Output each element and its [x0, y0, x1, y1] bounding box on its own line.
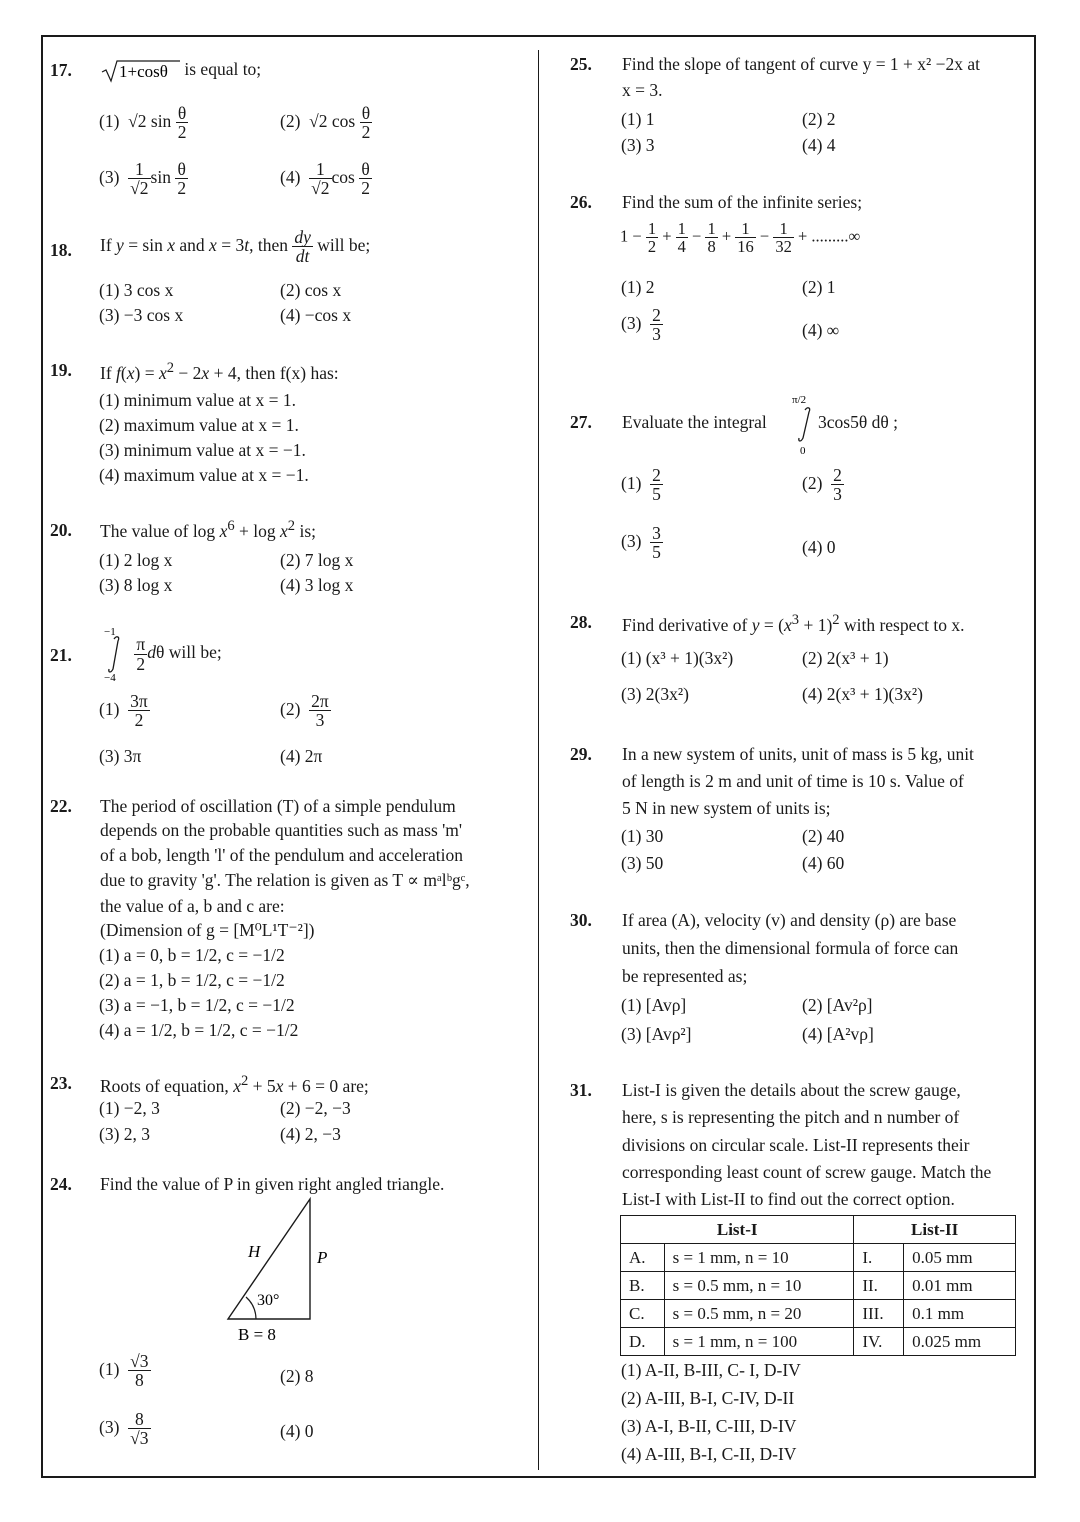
label-B: B = 8 — [238, 1325, 276, 1344]
question-number: 27. — [570, 412, 592, 432]
option-1: (1) (x³ + 1)(3x²) — [621, 648, 734, 668]
option-4: (4) 4 — [802, 135, 836, 155]
table-header-list-1: List-I — [621, 1216, 854, 1244]
table-header-list-2: List-II — [854, 1216, 1016, 1244]
column-divider — [538, 50, 539, 1470]
stem-line: corresponding least count of screw gauge. Match the — [622, 1162, 992, 1182]
stem-line: List-I is given the details about the screw gauge, — [622, 1080, 961, 1100]
stem-line: units, then the dimensional formula of force can — [622, 938, 959, 958]
question-number: 30. — [570, 910, 592, 930]
question-number: 23. — [50, 1073, 72, 1093]
option-1: (1) 3 cos x — [99, 280, 174, 300]
question-number: 24. — [50, 1174, 72, 1194]
svg-text:π/2: π/2 — [792, 394, 807, 406]
right-triangle-figure — [220, 1195, 340, 1345]
table-row: C. s = 0.5 mm, n = 20 III. 0.1 mm — [621, 1300, 1016, 1328]
question-stem: Roots of equation, $x^2 + 5x + 6 = 0$ are; — [100, 1073, 369, 1096]
option-3: (3) 3 — [621, 135, 655, 155]
option-1: (1) √2 sin $\frac{\theta}{2}$ — [99, 103, 187, 143]
match-table — [620, 1215, 1016, 1356]
option-2: (2) cos x — [280, 280, 342, 300]
svg-text:−1: −1 — [104, 626, 116, 638]
option-1: (1) 1 — [621, 109, 655, 129]
option-3: (3) $\frac{3}{5}$ — [621, 523, 661, 563]
stem-line: due to gravity 'g'. The relation is given as T ∝ mᵃlᵇgᶜ, — [100, 870, 470, 890]
stem-line: If area (A), velocity (v) and density (ρ) are base — [622, 910, 957, 930]
stem-line: of length is 2 m and unit of time is 10 s. Value of — [622, 771, 964, 791]
question-number: 19. — [50, 360, 72, 380]
option-1: (1) A-II, B-III, C- I, D-IV — [621, 1360, 801, 1380]
option-2: (2) √2 cos $\frac{\theta}{2}$ — [280, 103, 371, 143]
option-3: (3) 2, 3 — [99, 1124, 151, 1144]
stem-line: be represented as; — [622, 966, 748, 986]
stem-line: The period of oscillation (T) of a simple pendulum — [100, 796, 456, 816]
integral-sign — [790, 390, 820, 458]
stem-line: (Dimension of g = [M⁰L¹T⁻²]) — [100, 920, 315, 940]
option-1: (1) $\frac{2}{5}$ — [621, 465, 661, 505]
question-stem: −1 −4 $\frac{\pi}{2}$ dθ will be; — [100, 625, 222, 683]
stem-line: In a new system of units, unit of mass is 5 kg, unit — [622, 744, 974, 764]
option-2: (2) a = 1, b = 1/2, c = −1/2 — [99, 970, 285, 990]
question-stem: If y = sin x and x = 3t, then $\frac{dy}{dt}$ will be; — [100, 227, 371, 267]
option-3: (3) [Avρ²] — [621, 1024, 692, 1044]
option-4: (4) 60 — [802, 853, 845, 873]
option-3: (3) A-I, B-II, C-III, D-IV — [621, 1416, 797, 1436]
question-number: 28. — [570, 612, 592, 632]
stem-line: depends on the probable quantities such as mass 'm' — [100, 820, 463, 840]
question-stem: Find the value of P in given right angled triangle. — [100, 1174, 445, 1194]
label-H: H — [248, 1242, 261, 1261]
integrand: 3cos5θ dθ ; — [818, 412, 898, 432]
option-1: (1) a = 0, b = 1/2, c = −1/2 — [99, 945, 285, 965]
option-3: (3) 50 — [621, 853, 664, 873]
option-1: (1) [Avρ] — [621, 995, 687, 1015]
option-4: (4) [A²vρ] — [802, 1024, 874, 1044]
option-2: (2) $\frac{2}{3}$ — [802, 465, 842, 505]
stem-line: divisions on circular scale. List-II represents their — [622, 1135, 970, 1155]
question-number: 26. — [570, 192, 592, 212]
option-3: (3) 3π — [99, 746, 142, 766]
question-number: 29. — [570, 744, 592, 764]
option-4: (4) 0 — [802, 537, 836, 557]
stem-line: of a bob, length 'l' of the pendulum and acceleration — [100, 845, 463, 865]
question-number: 17. — [50, 60, 72, 80]
label-P: P — [317, 1248, 328, 1267]
option-2: (2) 8 — [280, 1366, 314, 1386]
question-number: 20. — [50, 520, 72, 540]
option-3: (3) $\frac{2}{3}$ — [621, 305, 661, 345]
option-2: (2) maximum value at x = 1. — [99, 415, 299, 435]
option-3: (3) 8 log x — [99, 575, 173, 595]
option-3: (3) 2(3x²) — [621, 684, 689, 704]
option-4: (4) ∞ — [802, 320, 840, 340]
option-2: (2) −2, −3 — [280, 1098, 351, 1118]
question-number: 18. — [50, 240, 72, 260]
option-4: (4) a = 1/2, b = 1/2, c = −1/2 — [99, 1020, 299, 1040]
svg-text:−4: −4 — [104, 672, 116, 683]
option-2: (2) 1 — [802, 277, 836, 297]
option-1: (1) −2, 3 — [99, 1098, 160, 1118]
option-4: (4) A-III, B-I, C-II, D-IV — [621, 1444, 797, 1464]
option-4: (4) 2, −3 — [280, 1124, 341, 1144]
table-row: A. s = 1 mm, n = 10 I. 0.05 mm — [621, 1244, 1016, 1272]
stem-line: Find the slope of tangent of curve y = 1 + x² −2x at — [622, 54, 981, 74]
option-3: (3) minimum value at x = −1. — [99, 440, 306, 460]
option-3: (3) −3 cos x — [99, 305, 184, 325]
option-2: (2) $\frac{2\pi}{3}$ — [280, 691, 329, 731]
stem-line: here, s is representing the pitch and n number of — [622, 1107, 960, 1127]
option-2: (2) A-III, B-I, C-IV, D-II — [621, 1388, 795, 1408]
question-stem: Find the sum of the infinite series; — [622, 192, 863, 212]
stem-line: 5 N in new system of units is; — [622, 798, 831, 818]
option-4: (4) 2(x³ + 1)(3x²) — [802, 684, 923, 704]
option-3: (3) $\frac{8}{√3}$ — [99, 1409, 149, 1449]
option-1: (1) 2 — [621, 277, 655, 297]
option-1: (1) $\frac{√3}{8}$ — [99, 1351, 149, 1391]
svg-text:1+cosθ: 1+cosθ — [119, 62, 168, 81]
question-stem: If $f(x) = x^2 - 2x + 4$, then f(x) has: — [100, 360, 339, 383]
option-1: (1) 2 log x — [99, 550, 173, 570]
question-stem: Find derivative of $y = (x^3 + 1)^2$ with respect to x. — [622, 612, 965, 635]
series-expression: 1 − $\frac{1}{2}$ + $\frac{1}{4}$ − $\frac{1}{8}$ + $\frac{1}{16}$ − $\frac{1}{32}$ + .........∞ — [620, 219, 861, 257]
question-number: 31. — [570, 1080, 592, 1100]
option-4: (4) 0 — [280, 1421, 314, 1441]
option-4: (4) 3 log x — [280, 575, 354, 595]
question-stem: The value of $\log x^6 + \log x^2$ is; — [100, 518, 316, 541]
option-2: (2) 40 — [802, 826, 845, 846]
option-4: (4) $\frac{1}{√2}$ cos $\frac{\theta}{2}$ — [280, 159, 370, 199]
option-4: (4) maximum value at x = −1. — [99, 465, 309, 485]
option-1: (1) minimum value at x = 1. — [99, 390, 296, 410]
option-2: (2) 7 log x — [280, 550, 354, 570]
stem-line: List-I with List-II to find out the correct option. — [622, 1189, 955, 1209]
question-number: 25. — [570, 54, 592, 74]
question-number: 22. — [50, 796, 72, 816]
option-2: (2) 2 — [802, 109, 836, 129]
label-angle: 30° — [257, 1292, 280, 1309]
option-3: (3) a = −1, b = 1/2, c = −1/2 — [99, 995, 295, 1015]
stem-line: x = 3. — [622, 80, 663, 100]
table-row: B. s = 0.5 mm, n = 10 II. 0.01 mm — [621, 1272, 1016, 1300]
question-stem: 1+cosθ is equal to; — [100, 58, 261, 84]
option-1: (1) 30 — [621, 826, 664, 846]
option-3: (3) $\frac{1}{√2}$ sin $\frac{\theta}{2}$ — [99, 159, 187, 199]
option-1: (1) $\frac{3\pi}{2}$ — [99, 691, 148, 731]
option-2: (2) 2(x³ + 1) — [802, 648, 889, 668]
sqrt-expression — [100, 58, 180, 84]
svg-text:0: 0 — [800, 445, 806, 457]
option-2: (2) [Av²ρ] — [802, 995, 873, 1015]
question-number: 21. — [50, 645, 72, 665]
stem-line: the value of a, b and c are: — [100, 896, 285, 916]
option-4: (4) −cos x — [280, 305, 352, 325]
question-stem: Evaluate the integral — [622, 412, 767, 432]
option-4: (4) 2π — [280, 746, 323, 766]
integral-sign — [100, 625, 130, 683]
table-row: D. s = 1 mm, n = 100 IV. 0.025 mm — [621, 1328, 1016, 1356]
